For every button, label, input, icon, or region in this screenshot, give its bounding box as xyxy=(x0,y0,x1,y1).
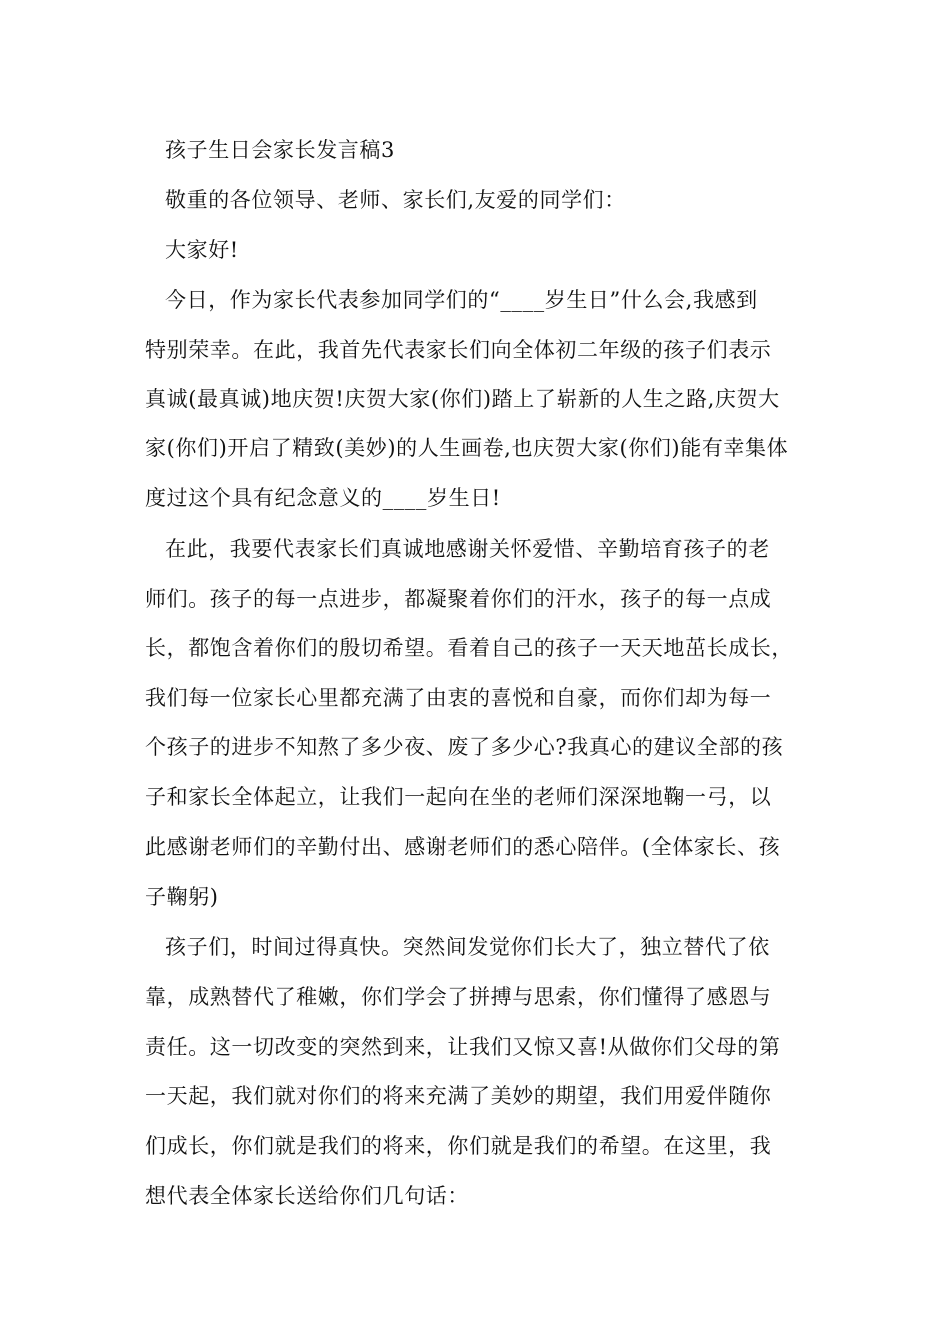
paragraph-1-line-2: 特别荣幸。在此，我首先代表家长们向全体初二年级的孩子们表示 xyxy=(145,338,772,362)
salutation: 敬重的各位领导、老师、家长们,友爱的同学们： xyxy=(165,188,626,212)
paragraph-1-line-3: 真诚(最真诚)地庆贺!庆贺大家(你们)踏上了崭新的人生之路,庆贺大 xyxy=(145,387,780,411)
paragraph-3-line-2: 靠，成熟替代了稚嫩，你们学会了拼搏与思索，你们懂得了感恩与 xyxy=(145,985,772,1009)
paragraph-3-line-1: 孩子们，时间过得真快。突然间发觉你们长大了，独立替代了依 xyxy=(165,935,770,959)
paragraph-1-line-1: 今日，作为家长代表参加同学们的“____岁生日”什么会,我感到 xyxy=(165,288,758,312)
greeting: 大家好! xyxy=(165,238,239,262)
paragraph-3-line-3: 责任。这一切改变的突然到来，让我们又惊又喜!从做你们父母的第 xyxy=(145,1035,781,1059)
document-title: 孩子生日会家长发言稿3 xyxy=(165,138,395,162)
paragraph-2-line-2: 师们。孩子的每一点进步，都凝聚着你们的汗水，孩子的每一点成 xyxy=(145,587,772,611)
paragraph-3-line-5: 们成长，你们就是我们的将来，你们就是我们的希望。在这里，我 xyxy=(145,1134,772,1158)
paragraph-2-line-4: 我们每一位家长心里都充满了由衷的喜悦和自豪，而你们却为每一 xyxy=(145,686,772,710)
paragraph-2-line-8: 子鞠躬) xyxy=(145,885,219,909)
paragraph-1-line-4: 家(你们)开启了精致(美妙)的人生画卷,也庆贺大家(你们)能有幸集体 xyxy=(145,436,789,460)
paragraph-3-line-6: 想代表全体家长送给你们几句话： xyxy=(145,1184,469,1208)
paragraph-1-line-5: 度过这个具有纪念意义的____岁生日! xyxy=(145,486,501,510)
paragraph-2-line-3: 长，都饱含着你们的殷切希望。看着自己的孩子一天天地茁长成长， xyxy=(145,636,793,660)
paragraph-2-line-1: 在此，我要代表家长们真诚地感谢关怀爱惜、辛勤培育孩子的老 xyxy=(165,537,770,561)
paragraph-2-line-5: 个孩子的进步不知熬了多少夜、废了多少心?我真心的建议全部的孩 xyxy=(145,735,784,759)
paragraph-2-line-7: 此感谢老师们的辛勤付出、感谢老师们的悉心陪伴。(全体家长、孩 xyxy=(145,835,781,859)
paragraph-3-line-4: 一天起，我们就对你们的将来充满了美妙的期望，我们用爱伴随你 xyxy=(145,1084,772,1108)
paragraph-2-line-6: 子和家长全体起立，让我们一起向在坐的老师们深深地鞠一弓，以 xyxy=(145,785,772,809)
